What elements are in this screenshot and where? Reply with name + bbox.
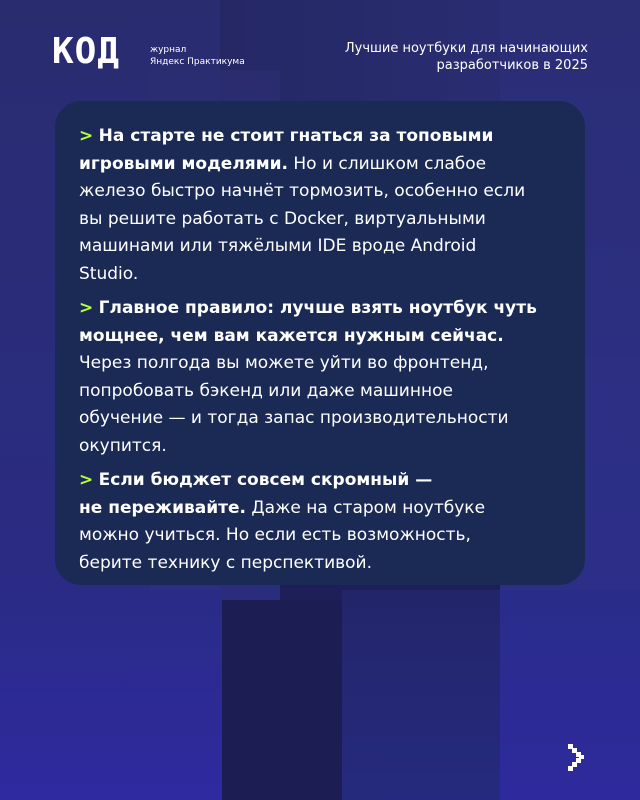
paragraph-line xyxy=(79,467,569,495)
arrow-marker: > xyxy=(79,298,94,318)
paragraph-line xyxy=(79,151,569,179)
paragraph-line: обучение — и тогда запас производительности xyxy=(79,408,509,428)
paragraph-bold: Если бюджет совсем скромный — xyxy=(98,470,433,490)
paragraph-line: Studio. xyxy=(79,263,139,284)
paragraph-bold: мощнее, чем вам кажется нужным сейчас. xyxy=(79,325,504,346)
paragraph-text: Даже на старом ноутбуке xyxy=(245,497,486,518)
paragraph-line xyxy=(79,123,569,151)
paragraph-bold: На старте не стоит гнаться за топовыми xyxy=(98,126,494,146)
content-card xyxy=(55,101,585,585)
kod-logo: КОД xyxy=(52,31,121,72)
header xyxy=(0,0,640,100)
paragraph-bold: игровыми моделями. xyxy=(79,153,288,174)
logo-subtitle-line1: журнал xyxy=(150,45,187,55)
paragraph-line: окупится. xyxy=(79,435,167,456)
paragraph-text: Но и слишком слабое xyxy=(287,153,487,174)
paragraph-line: Через полгода вы можете уйти во фронтенд, xyxy=(79,353,489,373)
card-content xyxy=(79,123,569,584)
next-slide-button[interactable] xyxy=(566,742,590,772)
paragraph-bold: не переживайте. xyxy=(79,497,246,518)
logo-subtitle xyxy=(150,44,245,68)
paragraph-line: вы решите работать с Docker, виртуальными xyxy=(79,208,486,229)
arrow-marker: > xyxy=(79,126,94,146)
paragraph-line: железо быстро начнёт тормозить, особенно если xyxy=(79,181,526,201)
paragraph-line: можно учиться. Но если есть возможность, xyxy=(79,525,471,545)
chevron-right-icon xyxy=(566,742,590,772)
background-bottom-left xyxy=(0,590,222,800)
paragraph-line xyxy=(79,295,569,323)
article-title-line2: разработчиков в 2025 xyxy=(436,58,588,73)
paragraph-1 xyxy=(79,123,569,288)
arrow-marker: > xyxy=(79,470,94,490)
logo-subtitle-line2: Яндекс Практикума xyxy=(150,57,245,67)
article-title-line1: Лучшие ноутбуки для начинающих xyxy=(344,41,588,56)
paragraph-line: берите технику с перспективой. xyxy=(79,552,372,573)
paragraph-2 xyxy=(79,295,569,460)
paragraph-line xyxy=(79,323,569,351)
paragraph-line: машинами или тяжёлыми IDE вроде Android xyxy=(79,236,477,256)
paragraph-line: попробовать бэкенд или даже машинное xyxy=(79,380,453,401)
background-bottom-middle xyxy=(342,590,502,800)
article-title xyxy=(308,40,588,74)
paragraph-3 xyxy=(79,467,569,577)
paragraph-line xyxy=(79,495,569,523)
paragraph-bold: Главное правило: лучше взять ноутбук чуть xyxy=(98,298,537,318)
background-bottom-dark xyxy=(222,600,342,800)
